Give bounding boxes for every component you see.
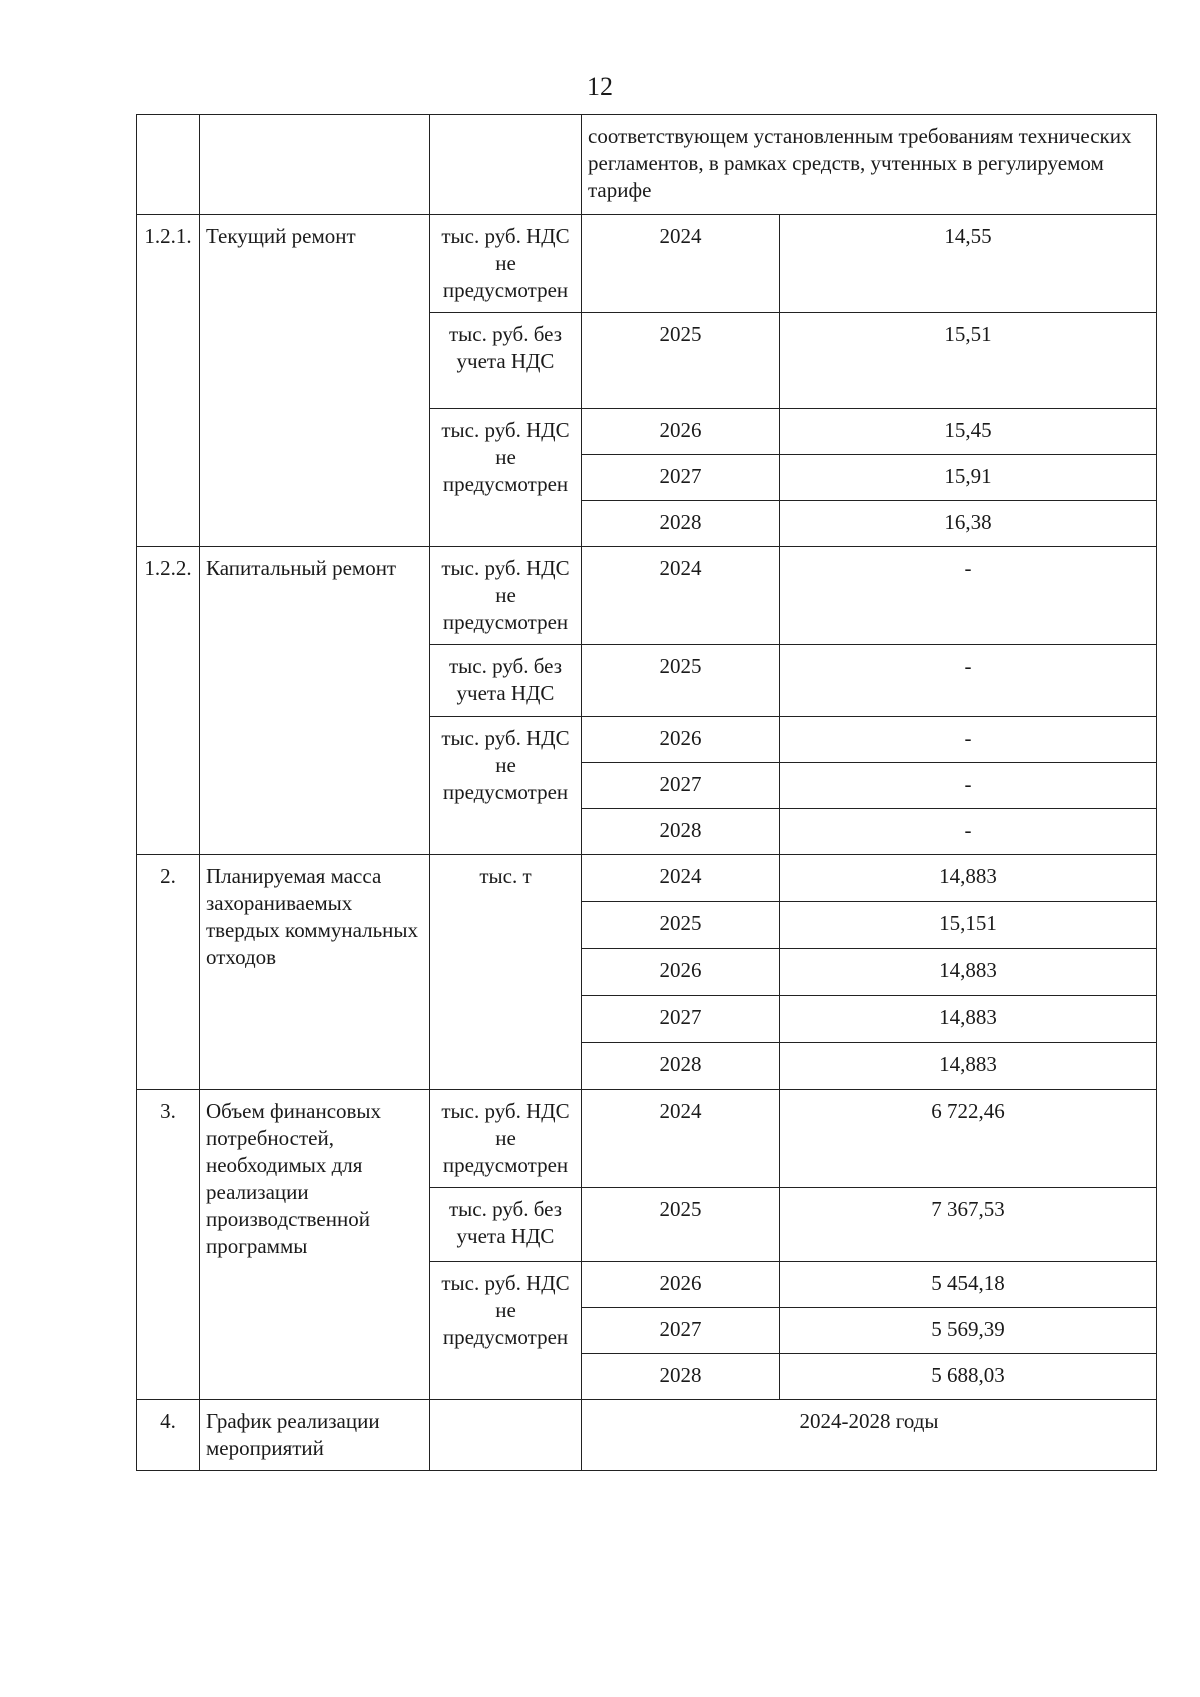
table-row	[137, 1090, 1157, 1188]
unit-cell: тыс. руб. без учета НДС	[430, 313, 582, 409]
value-cell: 6 722,46	[780, 1090, 1157, 1188]
year-cell: 2026	[582, 717, 780, 763]
table-row	[137, 1400, 1157, 1471]
row-name: График реализации мероприятий	[200, 1400, 430, 1471]
row-name: Текущий ремонт	[200, 215, 430, 547]
unit-cell: тыс. руб. без учета НДС	[430, 1188, 582, 1262]
program-table	[136, 114, 1157, 1471]
value-cell: -	[780, 547, 1157, 645]
year-cell: 2024	[582, 855, 780, 902]
value-cell: 15,45	[780, 409, 1157, 455]
year-cell: 2025	[582, 902, 780, 949]
continuation-text: соответствующем установленным требованиям технических регламентов, в рамках средств, учтенных в регулируемом тарифе	[582, 115, 1157, 215]
row-name: Планируемая масса захораниваемых твердых коммунальных отходов	[200, 855, 430, 1090]
value-cell: 15,91	[780, 455, 1157, 501]
year-cell: 2028	[582, 809, 780, 855]
year-cell: 2027	[582, 763, 780, 809]
year-cell: 2028	[582, 501, 780, 547]
year-cell: 2026	[582, 949, 780, 996]
unit-cell: тыс. руб. НДС не предусмотрен	[430, 409, 582, 547]
value-cell: -	[780, 809, 1157, 855]
year-cell: 2024	[582, 215, 780, 313]
table-row	[137, 115, 1157, 215]
table-row	[137, 547, 1157, 645]
unit-cell: тыс. руб. НДС не предусмотрен	[430, 547, 582, 645]
row-number: 1.2.2.	[137, 547, 200, 855]
empty-cell	[137, 115, 200, 215]
year-cell: 2024	[582, 1090, 780, 1188]
empty-cell	[430, 115, 582, 215]
value-cell: 14,883	[780, 949, 1157, 996]
row-number: 1.2.1.	[137, 215, 200, 547]
unit-cell: тыс. т	[430, 855, 582, 1090]
row-number: 4.	[137, 1400, 200, 1471]
year-cell: 2026	[582, 409, 780, 455]
unit-cell: тыс. руб. без учета НДС	[430, 645, 582, 717]
row-number: 2.	[137, 855, 200, 1090]
period-cell: 2024-2028 годы	[582, 1400, 1157, 1471]
year-cell: 2025	[582, 1188, 780, 1262]
unit-cell: тыс. руб. НДС не предусмотрен	[430, 717, 582, 855]
value-cell: 5 688,03	[780, 1354, 1157, 1400]
value-cell: 7 367,53	[780, 1188, 1157, 1262]
row-name: Капитальный ремонт	[200, 547, 430, 855]
year-cell: 2028	[582, 1354, 780, 1400]
value-cell: 14,883	[780, 996, 1157, 1043]
empty-cell	[200, 115, 430, 215]
table-row	[137, 855, 1157, 902]
year-cell: 2024	[582, 547, 780, 645]
year-cell: 2025	[582, 313, 780, 409]
value-cell: -	[780, 763, 1157, 809]
row-number: 3.	[137, 1090, 200, 1400]
value-cell: 15,51	[780, 313, 1157, 409]
value-cell: 15,151	[780, 902, 1157, 949]
page-number: 12	[587, 72, 613, 101]
table-row	[137, 215, 1157, 313]
value-cell: -	[780, 717, 1157, 763]
value-cell: 14,55	[780, 215, 1157, 313]
value-cell: 5 569,39	[780, 1308, 1157, 1354]
value-cell: 5 454,18	[780, 1262, 1157, 1308]
year-cell: 2027	[582, 1308, 780, 1354]
row-name: Объем финансовых потребностей, необходимых для реализации производственной программы	[200, 1090, 430, 1400]
year-cell: 2027	[582, 455, 780, 501]
unit-cell: тыс. руб. НДС не предусмотрен	[430, 215, 582, 313]
value-cell: 14,883	[780, 855, 1157, 902]
value-cell: -	[780, 645, 1157, 717]
year-cell: 2026	[582, 1262, 780, 1308]
value-cell: 14,883	[780, 1043, 1157, 1090]
unit-cell: тыс. руб. НДС не предусмотрен	[430, 1262, 582, 1400]
value-cell: 16,38	[780, 501, 1157, 547]
year-cell: 2025	[582, 645, 780, 717]
unit-cell: тыс. руб. НДС не предусмотрен	[430, 1090, 582, 1188]
empty-cell	[430, 1400, 582, 1471]
year-cell: 2028	[582, 1043, 780, 1090]
year-cell: 2027	[582, 996, 780, 1043]
